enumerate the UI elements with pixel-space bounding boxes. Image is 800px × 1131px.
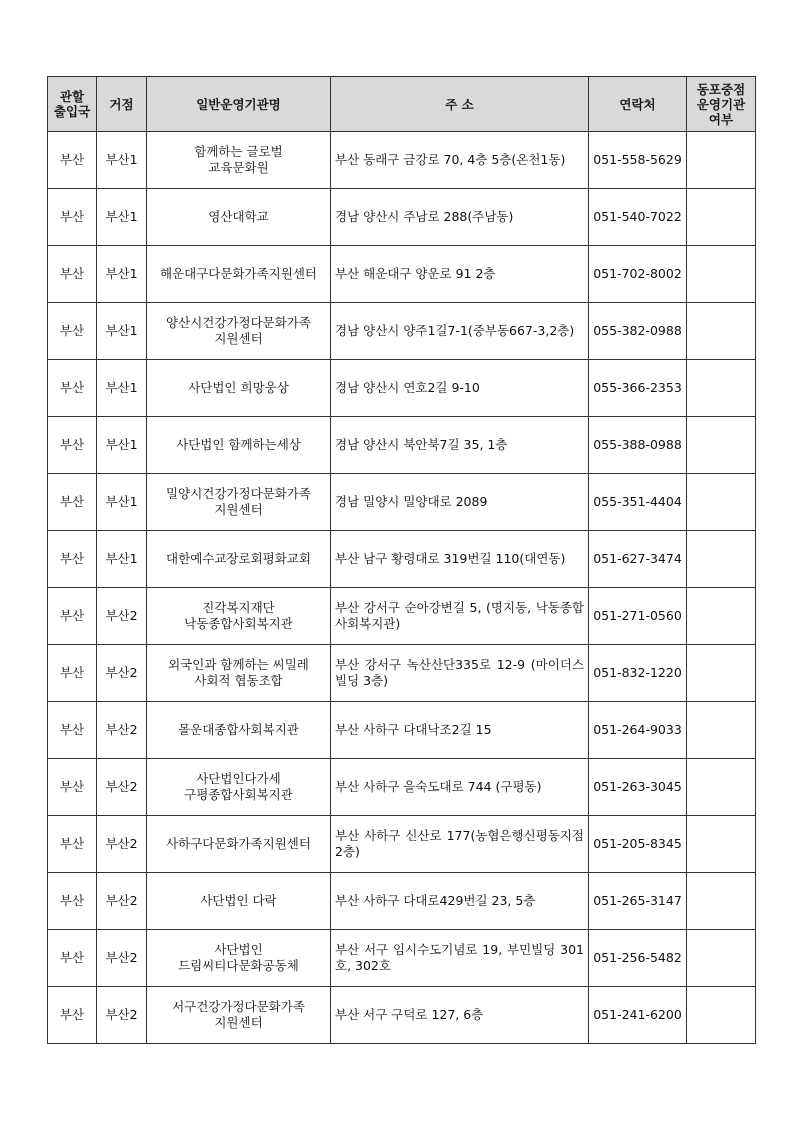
cell-name: 몰운대종합사회복지관 xyxy=(147,702,331,759)
cell-office: 부산 xyxy=(48,417,97,474)
header-flag: 동포중점 운영기관 여부 xyxy=(687,77,756,132)
cell-address: 부산 사하구 신산로 177(농협은행신평동지점 2층) xyxy=(331,816,589,873)
cell-base: 부산2 xyxy=(97,645,147,702)
cell-base: 부산1 xyxy=(97,246,147,303)
cell-flag xyxy=(687,987,756,1044)
cell-flag xyxy=(687,816,756,873)
cell-office: 부산 xyxy=(48,588,97,645)
table-row xyxy=(48,702,756,759)
cell-address: 부산 해운대구 양운로 91 2층 xyxy=(331,246,589,303)
cell-name: 사단법인 다락 xyxy=(147,873,331,930)
cell-address: 부산 남구 황령대로 319번길 110(대연동) xyxy=(331,531,589,588)
cell-office: 부산 xyxy=(48,246,97,303)
cell-phone: 051-627-3474 xyxy=(589,531,687,588)
cell-phone: 051-205-8345 xyxy=(589,816,687,873)
header-name: 일반운영기관명 xyxy=(147,77,331,132)
cell-name: 함께하는 글로벌 교육문화원 xyxy=(147,132,331,189)
cell-office: 부산 xyxy=(48,987,97,1044)
cell-name: 사하구다문화가족지원센터 xyxy=(147,816,331,873)
cell-base: 부산2 xyxy=(97,702,147,759)
table-row xyxy=(48,645,756,702)
table-row xyxy=(48,987,756,1044)
cell-address: 부산 사하구 을숙도대로 744 (구평동) xyxy=(331,759,589,816)
cell-flag xyxy=(687,759,756,816)
cell-flag xyxy=(687,873,756,930)
cell-name: 사단법인 드림씨티다문화공동체 xyxy=(147,930,331,987)
cell-phone: 055-388-0988 xyxy=(589,417,687,474)
cell-name: 사단법인 희망웅상 xyxy=(147,360,331,417)
table-row xyxy=(48,360,756,417)
cell-name: 해운대구다문화가족지원센터 xyxy=(147,246,331,303)
table-body xyxy=(48,132,756,1044)
header-address: 주 소 xyxy=(331,77,589,132)
cell-base: 부산1 xyxy=(97,303,147,360)
cell-address: 부산 동래구 금강로 70, 4층 5층(온천1동) xyxy=(331,132,589,189)
cell-phone: 051-558-5629 xyxy=(589,132,687,189)
cell-flag xyxy=(687,588,756,645)
table-row xyxy=(48,759,756,816)
cell-base: 부산1 xyxy=(97,474,147,531)
cell-flag xyxy=(687,360,756,417)
cell-phone: 051-264-9033 xyxy=(589,702,687,759)
cell-name: 사단법인 함께하는세상 xyxy=(147,417,331,474)
cell-address: 경남 양산시 양주1길7-1(중부동667-3,2층) xyxy=(331,303,589,360)
cell-base: 부산2 xyxy=(97,987,147,1044)
cell-name: 영산대학교 xyxy=(147,189,331,246)
header-base: 거점 xyxy=(97,77,147,132)
cell-office: 부산 xyxy=(48,930,97,987)
cell-address: 부산 서구 임시수도기념로 19, 부민빌딩 301호, 302호 xyxy=(331,930,589,987)
cell-phone: 055-366-2353 xyxy=(589,360,687,417)
header-phone: 연락처 xyxy=(589,77,687,132)
cell-phone: 051-263-3045 xyxy=(589,759,687,816)
cell-base: 부산2 xyxy=(97,759,147,816)
table-header xyxy=(48,77,756,132)
cell-office: 부산 xyxy=(48,759,97,816)
cell-flag xyxy=(687,132,756,189)
table-row xyxy=(48,189,756,246)
table-row xyxy=(48,816,756,873)
cell-phone: 055-351-4404 xyxy=(589,474,687,531)
cell-phone: 051-241-6200 xyxy=(589,987,687,1044)
cell-base: 부산1 xyxy=(97,417,147,474)
cell-office: 부산 xyxy=(48,132,97,189)
cell-base: 부산2 xyxy=(97,816,147,873)
cell-phone: 051-265-3147 xyxy=(589,873,687,930)
cell-base: 부산1 xyxy=(97,132,147,189)
cell-flag xyxy=(687,417,756,474)
cell-flag xyxy=(687,531,756,588)
cell-address: 경남 양산시 북안북7길 35, 1층 xyxy=(331,417,589,474)
table-row xyxy=(48,588,756,645)
cell-office: 부산 xyxy=(48,189,97,246)
cell-office: 부산 xyxy=(48,360,97,417)
cell-flag xyxy=(687,246,756,303)
cell-address: 경남 양산시 주남로 288(주남동) xyxy=(331,189,589,246)
table-row xyxy=(48,132,756,189)
cell-office: 부산 xyxy=(48,873,97,930)
table-row xyxy=(48,303,756,360)
cell-office: 부산 xyxy=(48,702,97,759)
cell-office: 부산 xyxy=(48,474,97,531)
cell-address: 경남 양산시 연호2길 9-10 xyxy=(331,360,589,417)
cell-name: 외국인과 함께하는 씨밀레 사회적 협동조합 xyxy=(147,645,331,702)
cell-base: 부산1 xyxy=(97,360,147,417)
cell-flag xyxy=(687,474,756,531)
header-office: 관할 출입국 xyxy=(48,77,97,132)
cell-flag xyxy=(687,189,756,246)
cell-office: 부산 xyxy=(48,816,97,873)
cell-office: 부산 xyxy=(48,531,97,588)
cell-phone: 051-832-1220 xyxy=(589,645,687,702)
cell-base: 부산2 xyxy=(97,588,147,645)
cell-flag xyxy=(687,930,756,987)
cell-flag xyxy=(687,645,756,702)
header-row xyxy=(48,77,756,132)
table-row xyxy=(48,930,756,987)
cell-name: 밀양시건강가정다문화가족 지원센터 xyxy=(147,474,331,531)
cell-phone: 051-256-5482 xyxy=(589,930,687,987)
table-row xyxy=(48,417,756,474)
cell-office: 부산 xyxy=(48,303,97,360)
cell-name: 양산시건강가정다문화가족 지원센터 xyxy=(147,303,331,360)
table-row xyxy=(48,246,756,303)
cell-base: 부산1 xyxy=(97,189,147,246)
cell-address: 경남 밀양시 밀양대로 2089 xyxy=(331,474,589,531)
cell-office: 부산 xyxy=(48,645,97,702)
cell-address: 부산 강서구 순아강변길 5, (명지동, 낙동종합사회복지관) xyxy=(331,588,589,645)
cell-phone: 051-271-0560 xyxy=(589,588,687,645)
cell-name: 대한예수교장로회평화교회 xyxy=(147,531,331,588)
cell-address: 부산 사하구 다대로429번길 23, 5층 xyxy=(331,873,589,930)
cell-flag xyxy=(687,702,756,759)
cell-phone: 051-540-7022 xyxy=(589,189,687,246)
cell-address: 부산 사하구 다대낙조2길 15 xyxy=(331,702,589,759)
cell-base: 부산2 xyxy=(97,930,147,987)
table-row xyxy=(48,531,756,588)
institution-table xyxy=(47,76,756,1044)
cell-base: 부산1 xyxy=(97,531,147,588)
cell-name: 사단법인다가세 구평종합사회복지관 xyxy=(147,759,331,816)
cell-flag xyxy=(687,303,756,360)
cell-phone: 055-382-0988 xyxy=(589,303,687,360)
cell-address: 부산 강서구 녹산산단335로 12-9 (마이더스빌딩 3층) xyxy=(331,645,589,702)
table-row xyxy=(48,873,756,930)
cell-phone: 051-702-8002 xyxy=(589,246,687,303)
cell-address: 부산 서구 구덕로 127, 6층 xyxy=(331,987,589,1044)
cell-name: 진각복지재단 낙동종합사회복지관 xyxy=(147,588,331,645)
cell-base: 부산2 xyxy=(97,873,147,930)
table-row xyxy=(48,474,756,531)
cell-name: 서구건강가정다문화가족 지원센터 xyxy=(147,987,331,1044)
